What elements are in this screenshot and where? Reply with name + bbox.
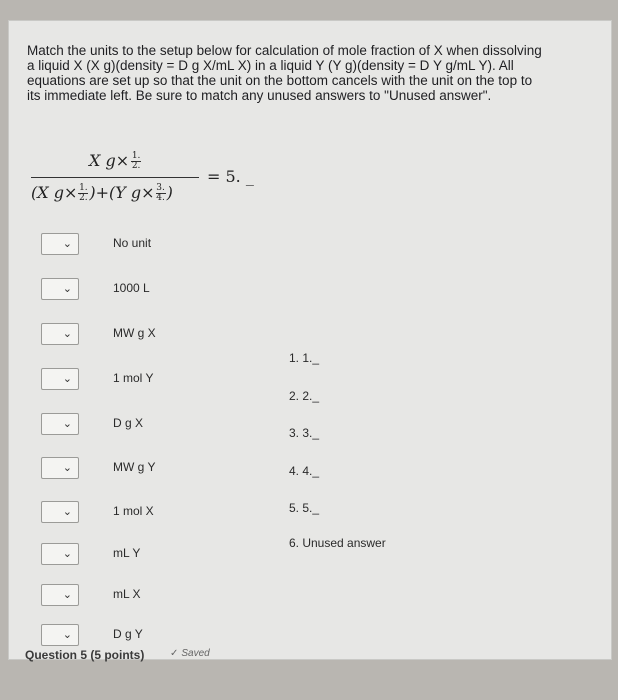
answer-option: 6. Unused answer: [289, 536, 386, 550]
den-close: ): [166, 183, 173, 202]
match-row: [41, 624, 191, 650]
chevron-down-icon: ⌄: [62, 283, 72, 295]
numerator-text: X g×: [89, 151, 130, 170]
formula-equals: = 5. _: [207, 167, 254, 186]
match-label: mL Y: [113, 546, 141, 560]
saved-label: Saved: [181, 648, 210, 659]
match-label: MW g Y: [113, 460, 156, 474]
match-label: 1 mol Y: [113, 371, 154, 385]
formula-numerator: [89, 151, 141, 171]
answer-select[interactable]: [41, 323, 79, 345]
den-fraction-1: [78, 184, 88, 203]
formula: [31, 151, 291, 221]
formula-denominator: [31, 183, 173, 203]
chevron-down-icon: ⌄: [62, 418, 72, 430]
question-number: Question 5 (5 points): [25, 648, 145, 662]
chevron-down-icon: ⌄: [62, 462, 72, 474]
numerator-frac-top: 1.: [131, 151, 141, 161]
chevron-down-icon: ⌄: [62, 238, 72, 250]
check-icon: ✓: [170, 648, 179, 659]
answer-select[interactable]: [41, 501, 79, 523]
answer-option: 5. 5._: [289, 501, 320, 515]
answer-select[interactable]: [41, 584, 79, 606]
chevron-down-icon: ⌄: [62, 548, 72, 560]
den-f1-top: 1.: [79, 183, 88, 193]
answer-option: 2. 2._: [289, 389, 320, 403]
answer-option: 1. 1._: [289, 351, 320, 365]
match-label: 1 mol X: [113, 504, 154, 518]
answer-select[interactable]: [41, 624, 79, 646]
answer-select[interactable]: [41, 233, 79, 255]
match-label: mL X: [113, 587, 141, 601]
match-row: [41, 323, 191, 349]
match-label: 1000 L: [113, 281, 150, 295]
chevron-down-icon: ⌄: [62, 629, 72, 641]
den-open: (X g×: [31, 183, 78, 202]
fraction-bar: [31, 177, 199, 178]
question-prompt: Match the units to the setup below for calculation of mole fraction of X when dissolving a liquid X (X g)(density = D g X/mL X) in a liquid Y (Y g)(density = D Y g/mL Y). All equations are set up so that the unit on the bottom cancels with the unit on the top to its immediate left. Be sure to match any unused answers to "Unused answer".: [27, 43, 542, 103]
answer-select[interactable]: [41, 278, 79, 300]
answer-option: 4. 4._: [289, 464, 320, 478]
numerator-frac-bottom: 2.: [131, 161, 141, 171]
match-row: [41, 501, 191, 527]
match-row: [41, 543, 191, 569]
match-row: [41, 368, 191, 394]
chevron-down-icon: ⌄: [62, 328, 72, 340]
match-row: [41, 457, 191, 483]
answer-select[interactable]: [41, 413, 79, 435]
den-mid: )+(Y g×: [89, 183, 155, 202]
answer-option: 3. 3._: [289, 426, 320, 440]
chevron-down-icon: ⌄: [62, 506, 72, 518]
den-f1-bottom: 2.: [79, 193, 88, 203]
match-row: [41, 413, 191, 439]
answer-select[interactable]: [41, 368, 79, 390]
match-label: D g Y: [113, 627, 143, 641]
chevron-down-icon: ⌄: [62, 373, 72, 385]
answer-select[interactable]: [41, 457, 79, 479]
question-panel: [8, 20, 612, 660]
match-row: [41, 278, 191, 304]
den-f2-top: 3.: [156, 183, 165, 193]
match-label: D g X: [113, 416, 144, 430]
den-f2-bottom: 4.: [156, 193, 165, 203]
answer-select[interactable]: [41, 543, 79, 565]
numerator-fraction: [131, 152, 141, 171]
chevron-down-icon: ⌄: [62, 589, 72, 601]
match-row: [41, 584, 191, 610]
saved-status: [170, 648, 210, 659]
match-row: [41, 233, 191, 259]
den-fraction-2: [156, 184, 166, 203]
match-label: MW g X: [113, 326, 156, 340]
match-label: No unit: [113, 236, 152, 250]
